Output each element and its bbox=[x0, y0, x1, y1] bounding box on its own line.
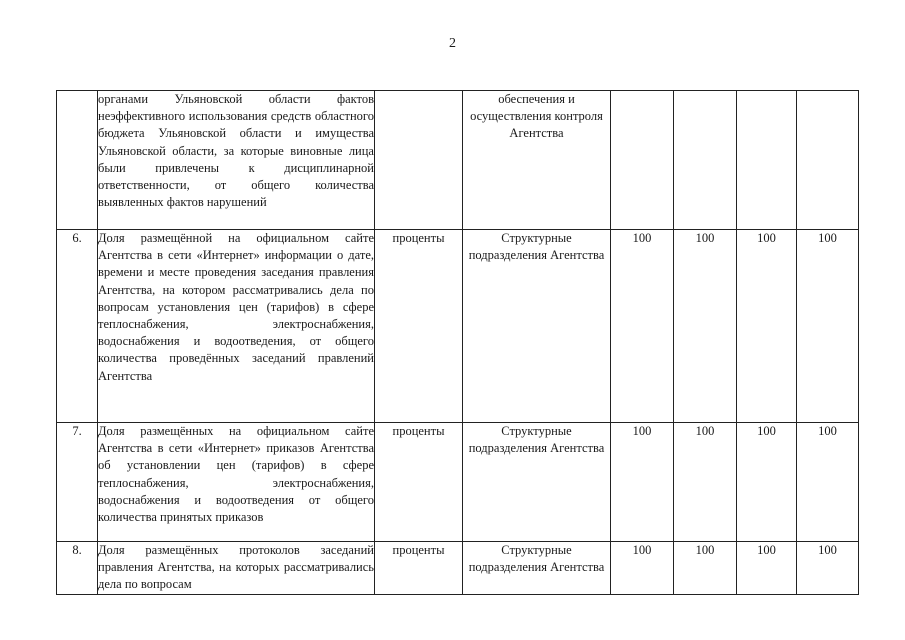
responsible-cell: обеспечения и осуществления контроля Агентства bbox=[463, 91, 611, 230]
value-cell: 100 bbox=[611, 542, 674, 595]
value-cell: 100 bbox=[611, 230, 674, 423]
value-cell bbox=[611, 91, 674, 230]
value-cell: 100 bbox=[737, 542, 797, 595]
responsible-cell: Структурные подразделения Агентства bbox=[463, 423, 611, 542]
row-number: 7. bbox=[57, 423, 98, 542]
indicator-description: Доля размещённой на официальном сайте Агентства в сети «Интернет» информации о дате, времени и месте проведения заседания правления Агентства, на котором рассматривались дела по вопросам установления цен (тарифов) в сфере теплоснабжения, электроснабжения, водоснабжения и водоотведения, от общего количества проведённых заседаний правлений Агентства bbox=[98, 230, 375, 423]
value-cell: 100 bbox=[674, 230, 737, 423]
indicator-description: органами Ульяновской области фактов неэффективного использования средств областного бюджета Ульяновской области и имущества Ульяновской области, за которые виновные лица были привлечены к дисциплинарной ответственности, от общего количества выявленных фактов нарушений bbox=[98, 91, 375, 230]
table-row bbox=[57, 542, 859, 595]
unit-cell: проценты bbox=[375, 423, 463, 542]
responsible-cell: Структурные подразделения Агентства bbox=[463, 542, 611, 595]
table-row bbox=[57, 230, 859, 423]
table-row bbox=[57, 423, 859, 542]
value-cell bbox=[737, 91, 797, 230]
row-number: 6. bbox=[57, 230, 98, 423]
value-cell: 100 bbox=[797, 230, 859, 423]
indicator-description: Доля размещённых на официальном сайте Агентства в сети «Интернет» приказов Агентства об установлении цен (тарифов) в сфере теплоснабжения, электроснабжения, водоснабжения и водоотведения от общего количества принятых приказов bbox=[98, 423, 375, 542]
table-row bbox=[57, 91, 859, 230]
indicator-description: Доля размещённых протоколов заседаний правления Агентства, на которых рассматривались дела по вопросам bbox=[98, 542, 375, 595]
value-cell: 100 bbox=[674, 542, 737, 595]
value-cell bbox=[797, 91, 859, 230]
row-number: 8. bbox=[57, 542, 98, 595]
value-cell: 100 bbox=[674, 423, 737, 542]
value-cell: 100 bbox=[611, 423, 674, 542]
value-cell: 100 bbox=[737, 423, 797, 542]
indicators-table bbox=[56, 90, 859, 595]
responsible-cell: Структурные подразделения Агентства bbox=[463, 230, 611, 423]
row-number bbox=[57, 91, 98, 230]
value-cell: 100 bbox=[797, 542, 859, 595]
unit-cell: проценты bbox=[375, 230, 463, 423]
unit-cell: проценты bbox=[375, 542, 463, 595]
value-cell: 100 bbox=[797, 423, 859, 542]
page-number: 2 bbox=[449, 36, 456, 51]
unit-cell bbox=[375, 91, 463, 230]
value-cell bbox=[674, 91, 737, 230]
value-cell: 100 bbox=[737, 230, 797, 423]
